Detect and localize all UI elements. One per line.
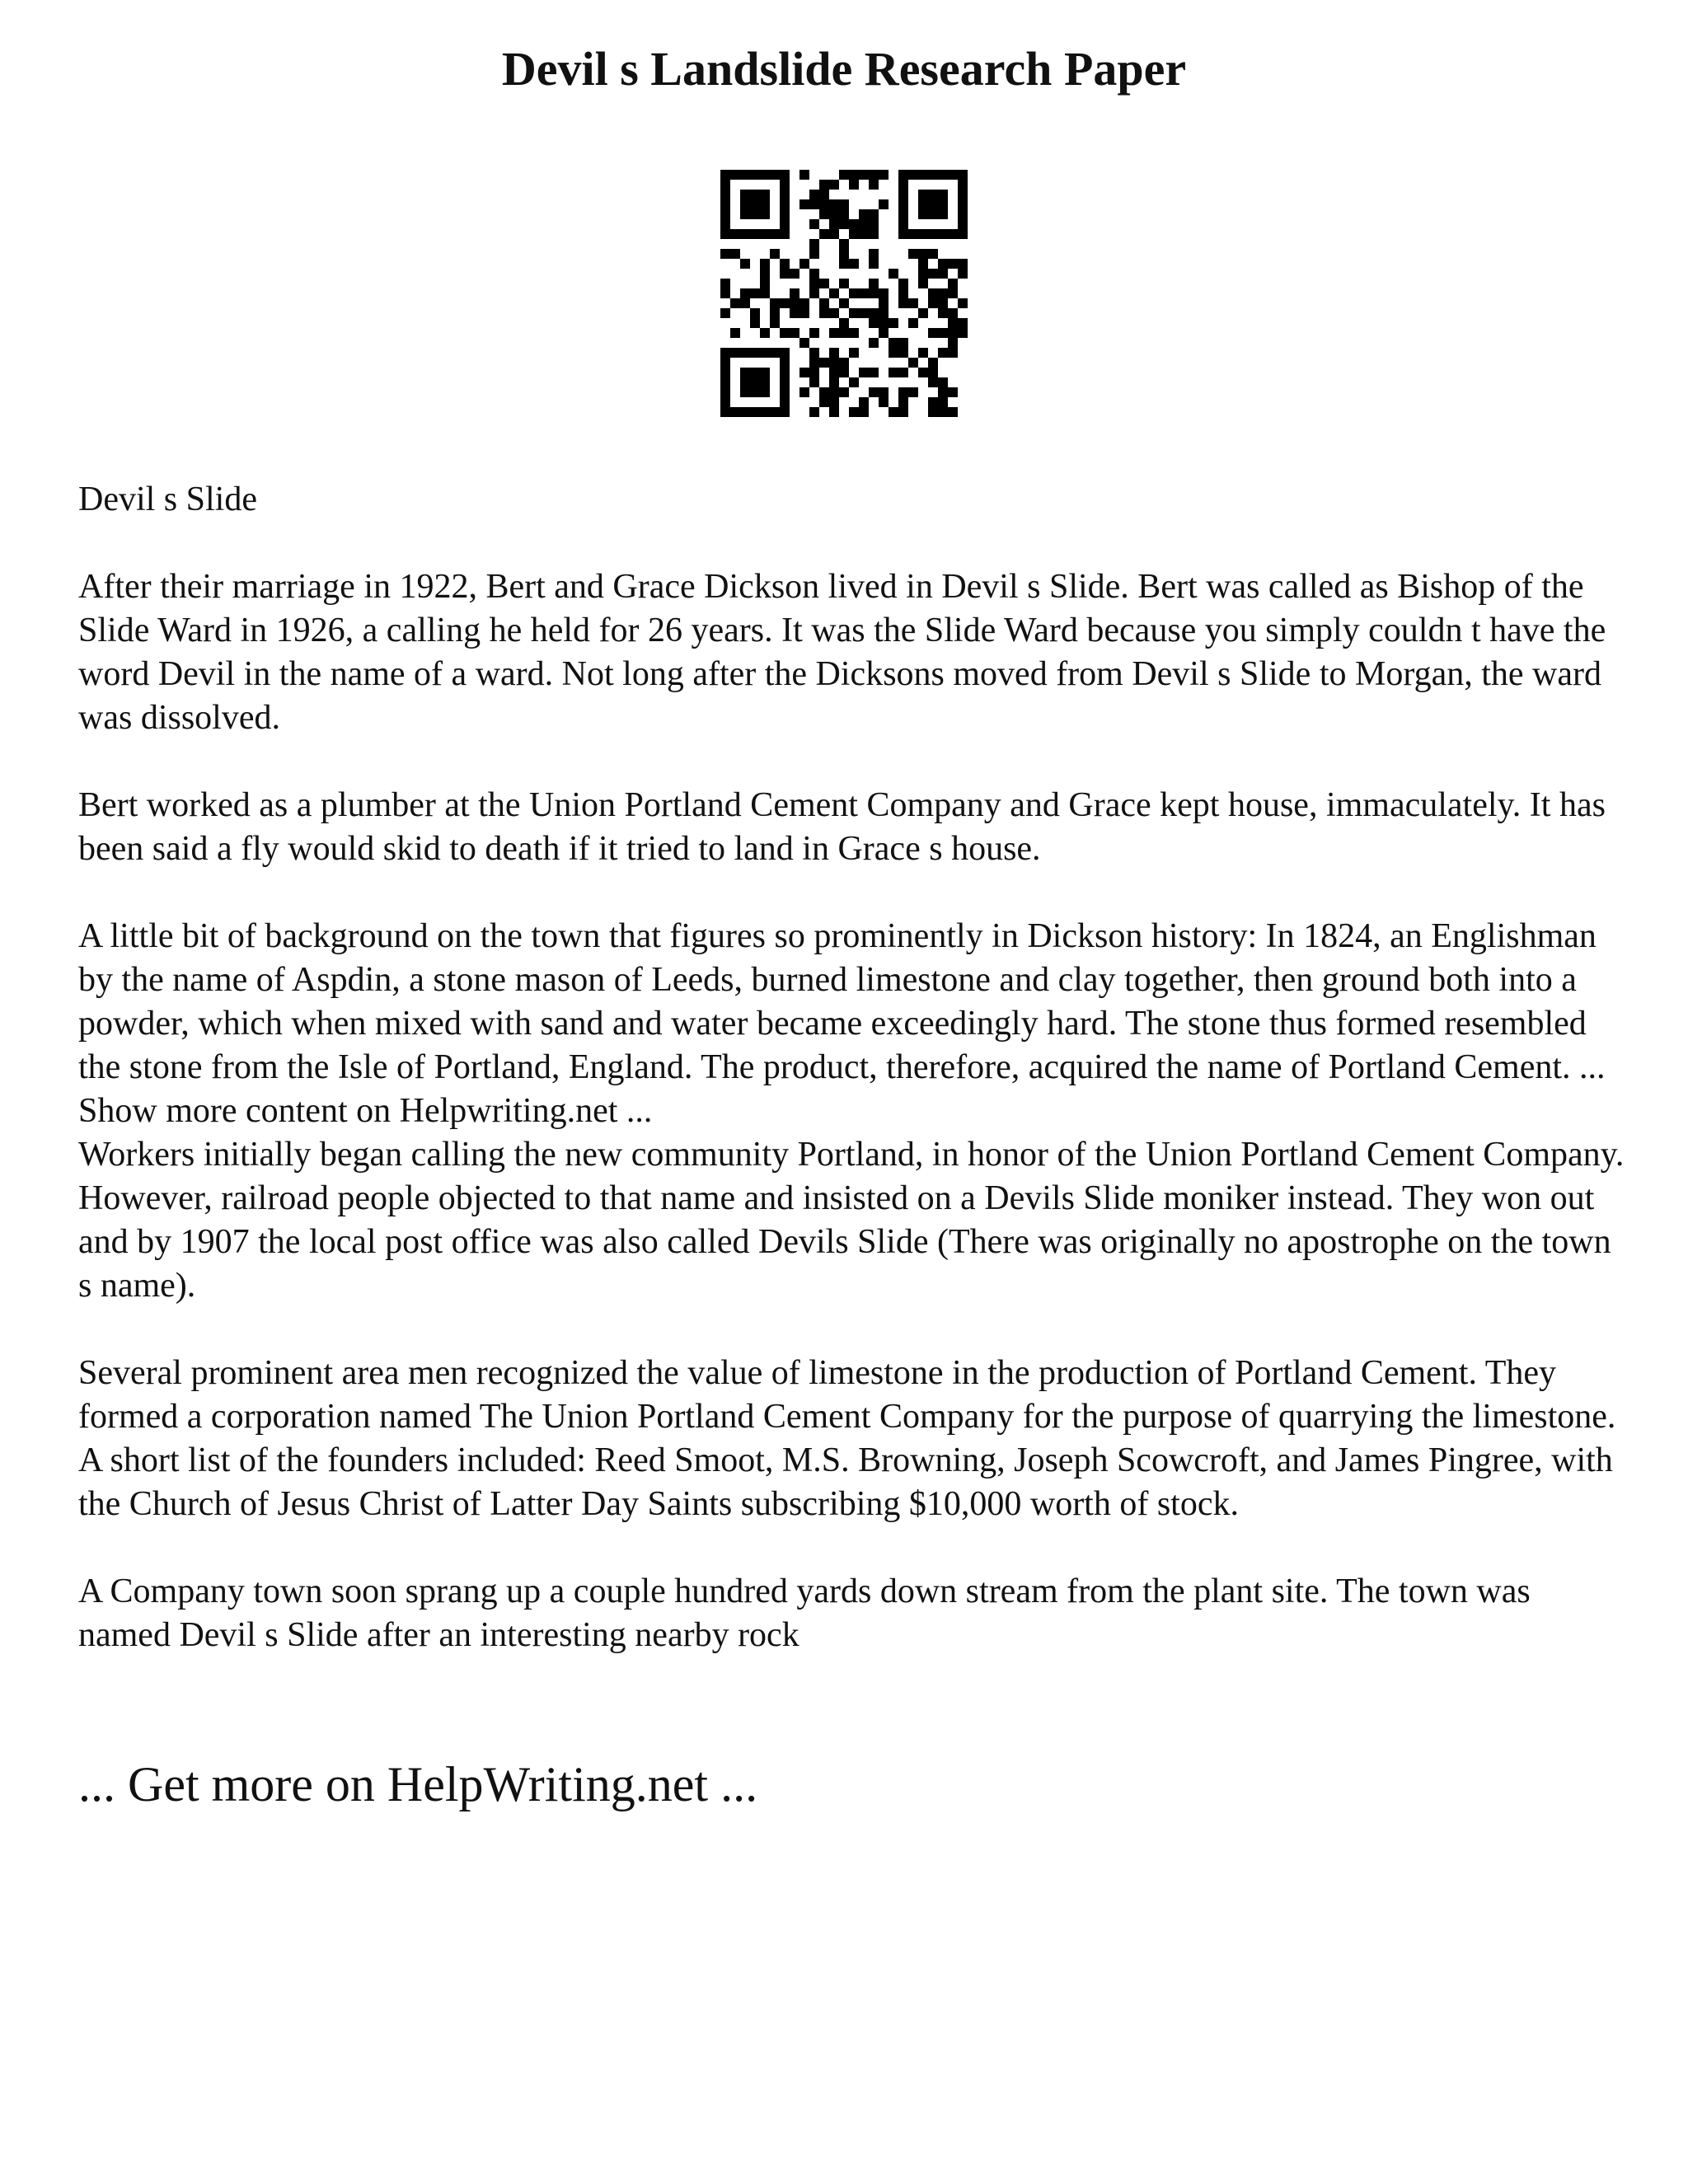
- document-body: [78, 478, 1628, 1701]
- paragraph-2: Bert worked as a plumber at the Union Portland Cement Company and Grace kept house, immaculately. It has been said a fly would skid to death if it tried to land in Grace s house.: [78, 786, 1606, 868]
- qr-code-graphic: [720, 170, 968, 417]
- subheading: Devil s Slide: [78, 480, 257, 518]
- document-title: Devil s Landslide Research Paper: [501, 42, 1187, 96]
- paragraph-4: Workers initially began calling the new community Portland, in honor of the Union Portland Cement Company. However, railroad people objected to that name and insisted on a Devils Slide moniker instead. They won out and by 1907 the local post office was also called Devils Slide (There was originally no apostrophe on the town s name).: [78, 1136, 1625, 1305]
- paragraph-1: After their marriage in 1922, Bert and Grace Dickson lived in Devil s Slide. Bert was called as Bishop of the Slide Ward in 1926, a calling he held for 26 years. It was the Slide Ward because you simply couldn t have the word Devil in the name of a ward. Not long after the Dicksons moved from Devil s Slide to Morgan, the ward was dissolved.: [78, 568, 1606, 737]
- paragraph-6: A Company town soon sprang up a couple hundred yards down stream from the plant site. The town was named Devil s Slide after an interesting nearby rock: [78, 1572, 1531, 1654]
- paragraph-3: A little bit of background on the town that figures so prominently in Dickson history: In 1824, an Englishman by the name of Aspdin, a stone mason of Leeds, burned limestone and clay together, then ground both into a powder, which when mixed with sand and water became exceedingly hard. The stone thus formed resembled the stone from the Isle of Portland, England. The product, therefore, acquired the name of Portland Cement. ... Show more content on Helpwriting.net ...: [78, 917, 1606, 1130]
- get-more-link[interactable]: ... Get more on HelpWriting.net ...: [78, 1757, 758, 1811]
- paragraph-5: Several prominent area men recognized the value of limestone in the production of Portland Cement. They formed a corporation named The Union Portland Cement Company for the purpose of quarrying the limestone. A short list of the founders included: Reed Smoot, M.S. Browning, Joseph Scowcroft, and James Pingree, with the Church of Jesus Christ of Latter Day Saints subscribing $10,000 worth of stock.: [78, 1354, 1616, 1523]
- qr-code-image: [720, 170, 968, 417]
